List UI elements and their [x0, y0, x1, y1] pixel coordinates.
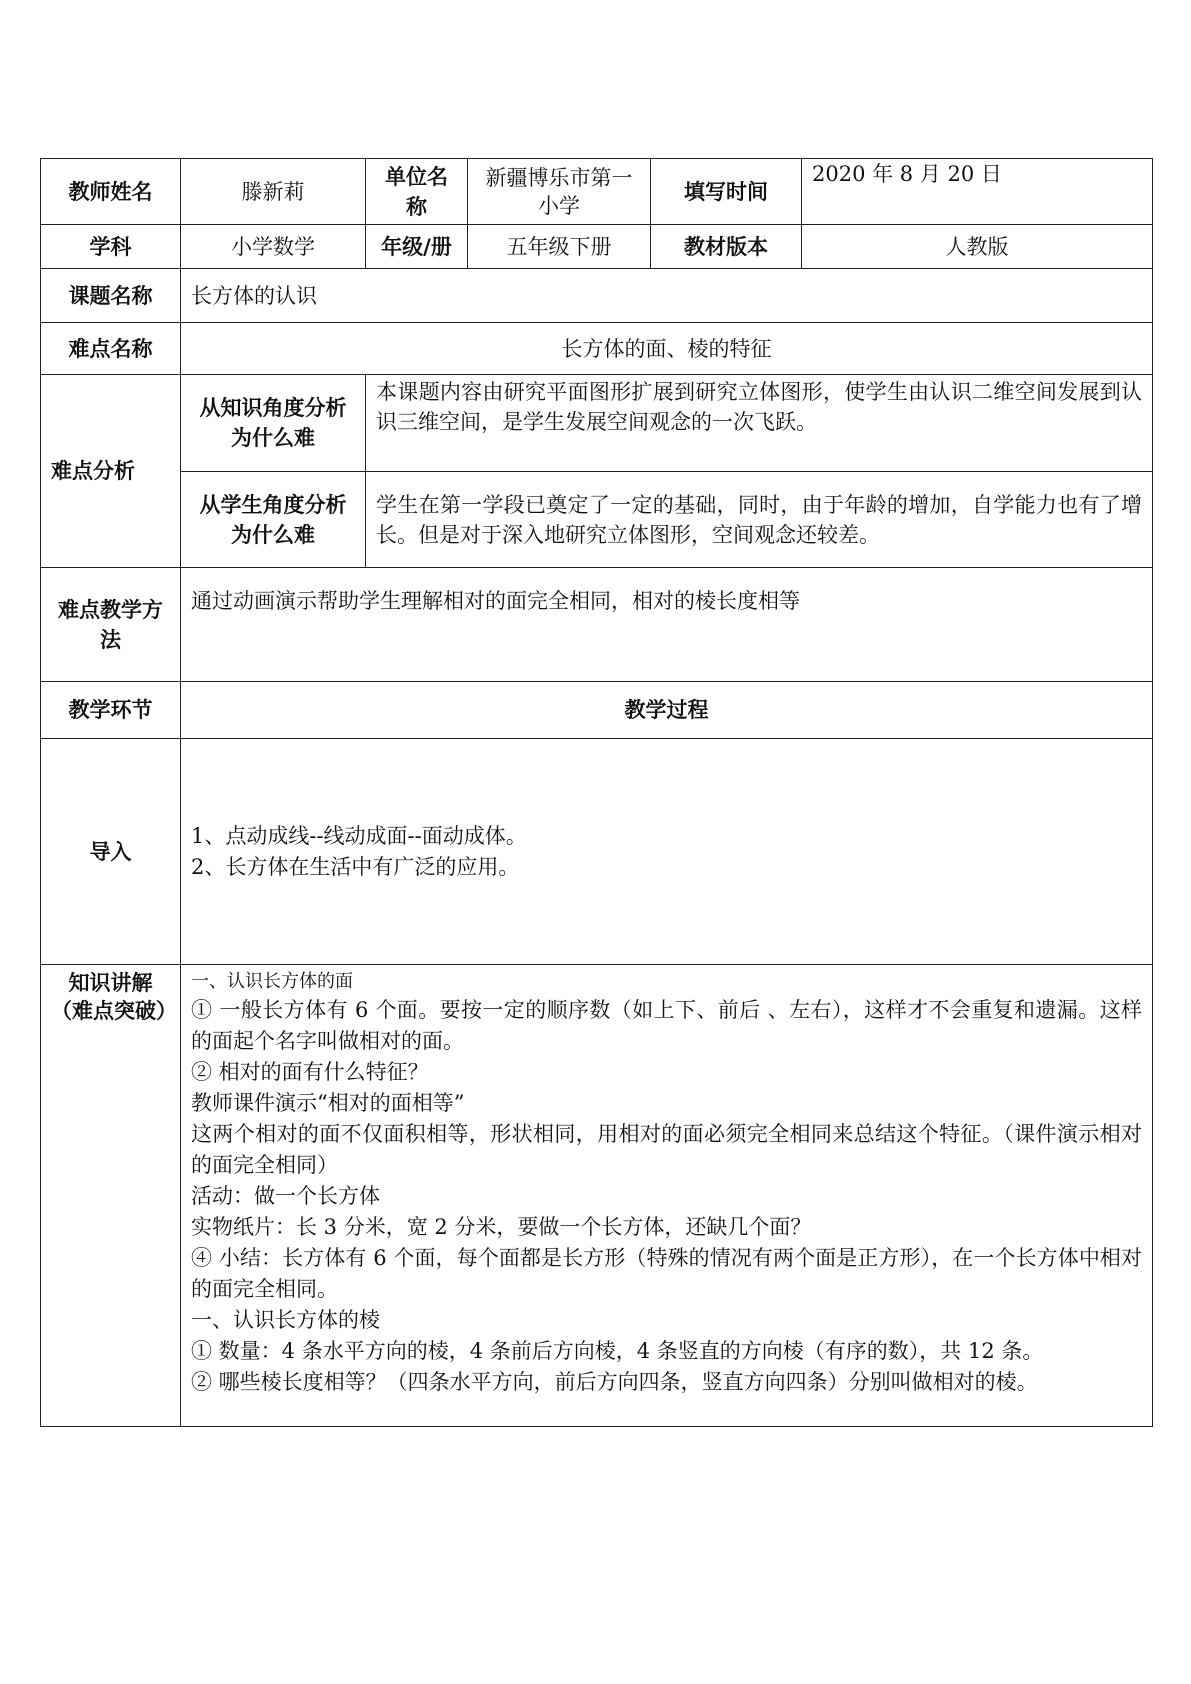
student-angle-text: 学生在第一学段已奠定了一定的基础，同时，由于年龄的增加，自学能力也有了增长。但是对于深入地研究立体图形，空间观念还较差。 [376, 493, 1142, 547]
info-row-2 [41, 225, 1153, 269]
knowledge-angle-label [181, 375, 366, 472]
knowledge-line-11: ② 哪些棱长度相等？（四条水平方向，前后方向四条，竖直方向四条）分别叫做相对的棱。 [191, 1370, 1038, 1394]
knowledge-line-7: 实物纸片：长 3 分米，宽 2 分米，要做一个长方体，还缺几个面？ [191, 1215, 812, 1239]
knowledge-row [41, 965, 1153, 1427]
topic-value: 长方体的认识 [181, 269, 1153, 323]
method-cell [181, 568, 1153, 682]
grade-label: 年级/册 [366, 225, 468, 269]
knowledge-line-5: 这两个相对的面不仅面积相等，形状相同，用相对的面必须完全相同来总结这个特征。（课件演示相对的面完全相同） [191, 1122, 1142, 1177]
intro-label: 导入 [41, 739, 181, 965]
unit-name-label: 单位名称 [366, 159, 468, 225]
intro-line-2: 2、长方体在生活中有广泛的应用。 [191, 854, 520, 879]
topic-label: 课题名称 [41, 269, 181, 323]
analysis-label: 难点分析 [41, 375, 181, 568]
knowledge-label [41, 965, 181, 1427]
knowledge-label-line1: 知识讲解 [68, 971, 153, 995]
intro-cell [181, 739, 1153, 965]
knowledge-line-10: ① 数量：4 条水平方向的棱，4 条前后方向棱，4 条竖直的方向棱（有序的数），共 12 条。 [191, 1339, 1044, 1363]
subject-value: 小学数学 [181, 225, 366, 269]
info-row-1 [41, 159, 1153, 225]
knowledge-line-9: 一、认识长方体的棱 [191, 1308, 380, 1332]
process-header-row [41, 682, 1153, 739]
process-header: 教学过程 [181, 682, 1153, 739]
stage-header: 教学环节 [41, 682, 181, 739]
knowledge-angle-cell [366, 375, 1153, 472]
knowledge-line-2: ① 一般长方体有 6 个面。要按一定的顺序数（如上下、前后 、左右），这样才不会重复和遗漏。这样的面起个名字叫做相对的面。 [191, 998, 1142, 1053]
student-angle-label-text: 从学生角度分析为什么难 [199, 492, 347, 547]
edition-value: 人教版 [802, 225, 1153, 269]
lesson-plan-table [40, 158, 1153, 1427]
knowledge-angle-text: 本课题内容由研究平面图形扩展到研究立体图形，使学生由认识二维空间发展到认识三维空间，是学生发展空间观念的一次飞跃。 [376, 380, 1142, 434]
difficulty-row [41, 323, 1153, 375]
method-text: 通过动画演示帮助学生理解相对的面完全相同，相对的棱长度相等 [191, 589, 800, 613]
intro-line-1: 1、点动成线--线动成面--面动成体。 [191, 823, 527, 848]
subject-label: 学科 [41, 225, 181, 269]
knowledge-line-8: ④ 小结：长方体有 6 个面，每个面都是长方形（特殊的情况有两个面是正方形），在一个长方体中相对的面完全相同。 [191, 1246, 1142, 1301]
intro-row [41, 739, 1153, 965]
date-value: 2020 年 8 月 20 日 [802, 159, 1153, 225]
teacher-name-value: 滕新莉 [181, 159, 366, 225]
teacher-name-label: 教师姓名 [41, 159, 181, 225]
method-label: 难点教学方法 [41, 568, 181, 682]
knowledge-line-1: 一、认识长方体的面 [191, 971, 353, 992]
student-angle-cell [366, 472, 1153, 568]
analysis-row-student [41, 472, 1153, 568]
date-label: 填写时间 [651, 159, 802, 225]
knowledge-label-line2: （难点突破） [51, 999, 177, 1023]
grade-value: 五年级下册 [468, 225, 651, 269]
knowledge-line-6: 活动：做一个长方体 [191, 1184, 380, 1208]
student-angle-label [181, 472, 366, 568]
difficulty-label: 难点名称 [41, 323, 181, 375]
knowledge-cell [181, 965, 1153, 1427]
topic-row [41, 269, 1153, 323]
edition-label: 教材版本 [651, 225, 802, 269]
knowledge-line-3: ② 相对的面有什么特征？ [191, 1060, 429, 1084]
difficulty-value: 长方体的面、棱的特征 [181, 323, 1153, 375]
analysis-row-knowledge [41, 375, 1153, 472]
method-row [41, 568, 1153, 682]
knowledge-angle-label-text: 从知识角度分析为什么难 [199, 396, 347, 450]
knowledge-line-4: 教师课件演示“相对的面相等” [191, 1091, 465, 1115]
unit-name-value: 新疆博乐市第一小学 [468, 159, 651, 225]
